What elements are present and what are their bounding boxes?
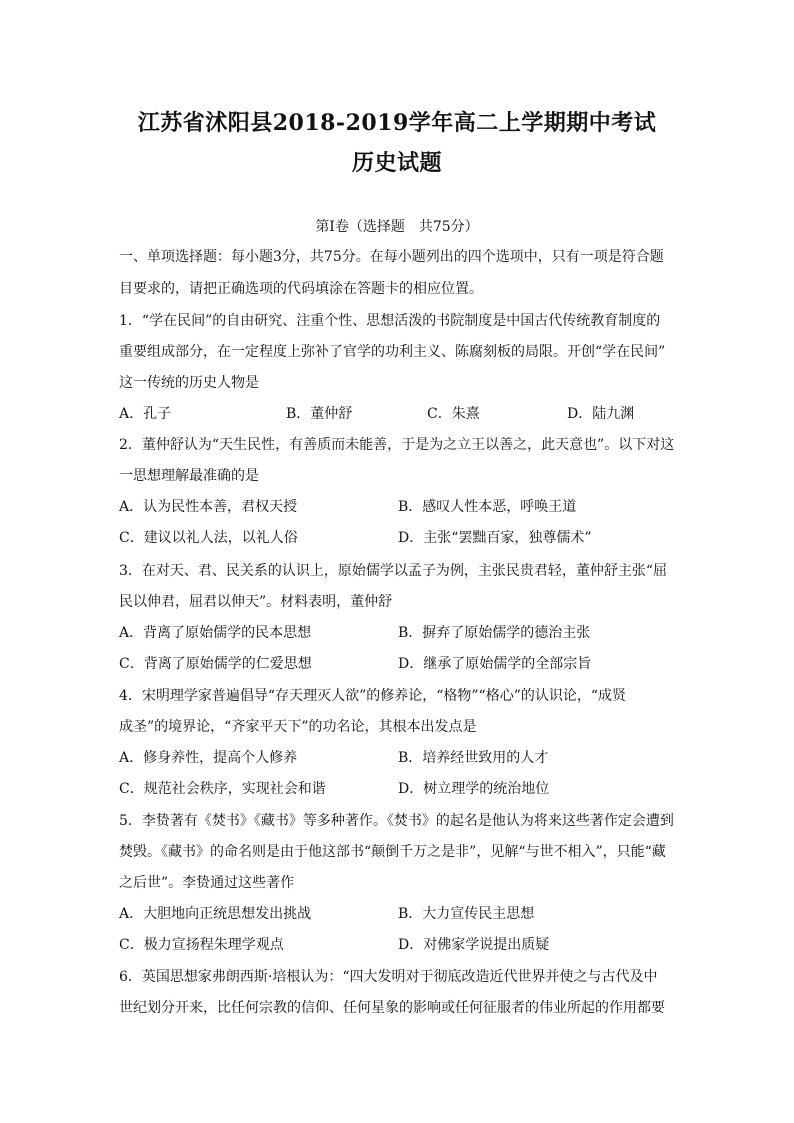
question-5-stem: 之后世”。李贽通过这些著作 [119,875,295,891]
question-3-stem: 3．在对天、君、民关系的认识上，原始儒学以孟子为例，主张民贵君轻，董仲舒主张“屈 [119,563,668,579]
question-2-stem: 一思想理解最准确的是 [119,468,259,484]
question-1-option-d: D．陆九渊 [567,406,635,422]
question-4-option-d: D．树立理学的统治地位 [398,781,550,797]
question-4-stem: 4．宋明理学家普遍倡导“存天理灭人欲”的修养论，“格物”“格心”的认识论，“成贤 [119,688,627,704]
question-3-stem: 民以伸君，屈君以伸天”。材料表明，董仲舒 [119,594,393,610]
question-3-option-a: A．背离了原始儒学的民本思想 [119,625,312,641]
question-5-option-b: B．大力宣传民主思想 [398,906,535,922]
question-1-option-b: B．董仲舒 [286,406,353,422]
question-4-option-c: C．规范社会秩序，实现社会和谐 [119,781,326,797]
question-2-option-b: B．感叹人性本恶，呼唤王道 [398,499,577,515]
exam-subtitle: 历史试题 [351,150,442,176]
question-2-option-a: A．认为民性本善，君权天授 [119,499,298,515]
exam-title: 江苏省沭阳县2018-2019学年高二上学期期中考试 [137,110,657,136]
question-3-option-b: B．摒弃了原始儒学的德治主张 [398,625,591,641]
question-1-stem: 这一传统的历史人物是 [119,375,259,391]
question-3-option-c: C．背离了原始儒学的仁爱思想 [119,656,312,672]
question-3-option-d: D．继承了原始儒学的全部宗旨 [398,656,592,672]
question-2-stem: 2．董仲舒认为“天生民性，有善质而未能善，于是为之立王以善之，此天意也”。以下对这 [119,437,675,453]
question-1-option-a: A．孔子 [119,406,172,422]
instruction-line: 目要求的，请把正确选项的代码填涂在答题卡的相应位置。 [119,281,483,297]
question-2-option-c: C．建议以礼人法，以礼人俗 [119,530,298,546]
question-5-option-a: A．大胆地向正统思想发出挑战 [119,906,312,922]
instruction-line: 一、单项选择题：每小题3分，共75分。在每小题列出的四个选项中，只有一项是符合题 [119,249,664,265]
question-4-option-b: B．培养经世致用的人才 [398,750,549,766]
question-4-stem: 成圣”的境界论，“齐家平天下”的功名论，其根本出发点是 [119,719,477,735]
question-2-option-d: D．主张“罢黜百家，独尊儒术” [398,530,592,546]
question-5-option-d: D．对佛家学说提出质疑 [398,937,550,953]
question-5-stem: 5．李贽著有《焚书》《藏书》等多种著作。《焚书》的起名是他认为将来这些著作定会遭到 [119,813,674,829]
question-1-stem: 1．“学在民间”的自由研究、注重个性、思想活泼的书院制度是中国古代传统教育制度的 [119,313,661,329]
question-6-stem: 6．英国思想家弗朗西斯·培根认为：“四大发明对于彻底改造近代世界并使之与古代及中 [119,969,658,985]
question-1-stem: 重要组成部分，在一定程度上弥补了官学的功利主义、陈腐刻板的局限。开创“学在民间” [119,344,666,360]
question-6-stem: 世纪划分开来，比任何宗教的信仰、任何星象的影响或任何征服者的伟业所起的作用都要 [119,1000,665,1016]
question-4-option-a: A．修身养性，提高个人修养 [119,750,298,766]
question-5-option-c: C．极力宣扬程朱理学观点 [119,937,284,953]
question-1-option-c: C．朱熹 [427,406,480,422]
section-heading: 第Ⅰ卷（选择题 共75分） [315,219,479,235]
question-5-stem: 焚毁。《藏书》的命名则是由于他这部书“颠倒千万之是非”，见解“与世不相入”，只能“藏 [119,844,666,860]
